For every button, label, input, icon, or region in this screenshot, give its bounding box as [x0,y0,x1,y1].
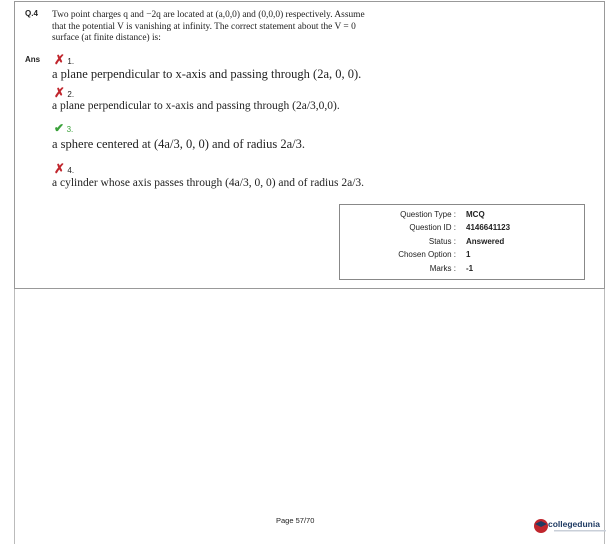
question-line-1: Two point charges q and −2q are located at (a,0,0) and (0,0,0) respectively. Assume [52,10,365,20]
chosen-option-value: 1 [466,250,471,259]
question-line-2: that the potential V is vanishing at infinity. The correct statement about the V = 0 [52,21,356,32]
status-row [340,236,584,248]
question-id-value: 4146641123 [466,223,511,232]
question-info-box [339,204,585,280]
question-id-label: Question ID : [409,223,456,232]
page-right-border [604,289,605,544]
question-type-row [340,209,584,221]
question-id-row [340,222,584,234]
option-2-text: a plane perpendicular to x-axis and passing through (2a/3,0,0). [52,100,340,112]
option-3-number: 3. [66,125,74,134]
marks-value: -1 [466,264,474,273]
option-3-marker [54,121,73,135]
status-value: Answered [466,237,505,246]
option-1-text: a plane perpendicular to x-axis and passing through (2a, 0, 0). [52,67,362,81]
cross-icon: ✗ [54,85,65,100]
page-number: Page 57/70 [276,516,315,525]
cross-icon: ✗ [54,161,65,176]
option-3-text: a sphere centered at (4a/3, 0, 0) and of radius 2a/3. [52,137,306,151]
chosen-option-row [340,249,584,261]
status-label: Status : [428,237,456,246]
option-4-marker [54,161,74,177]
question-line-3: surface (at finite distance) is: [52,33,161,44]
page-left-border [14,289,15,544]
option-4-text: a cylinder whose axis passes through (4a/3, 0, 0) and of radius 2a/3. [52,177,365,189]
cross-icon: ✗ [54,52,65,67]
option-2-number: 2. [67,90,75,99]
question-number: Q.4 [25,9,38,18]
question-type-label: Question Type : [400,210,456,219]
marks-label: Marks : [429,264,456,273]
marks-row [340,263,584,275]
question-type-value: MCQ [466,210,485,219]
check-icon: ✔ [54,121,65,135]
answer-label: Ans [25,55,41,64]
chosen-option-label: Chosen Option : [398,250,456,259]
option-1-marker [54,52,74,68]
logo-text: collegedunia [548,519,600,529]
option-2-marker [54,85,74,101]
question-text [52,10,432,45]
option-4-number: 4. [67,166,75,175]
option-1-number: 1. [67,57,75,66]
